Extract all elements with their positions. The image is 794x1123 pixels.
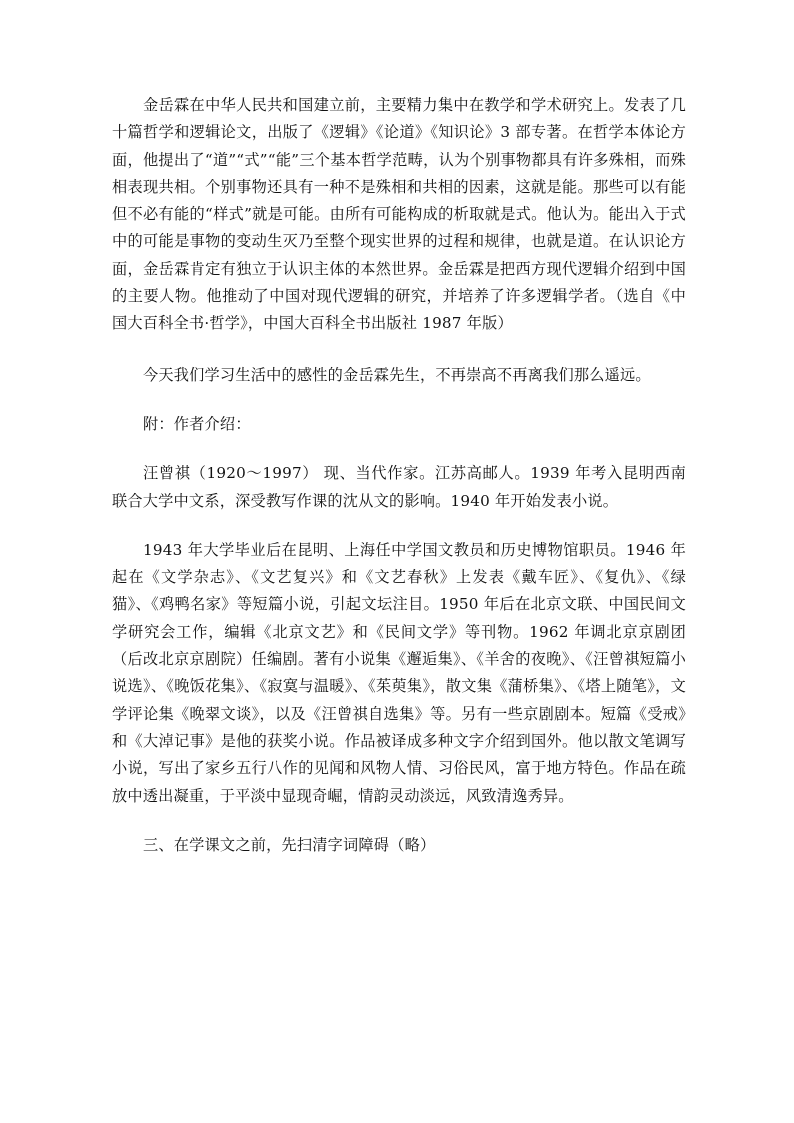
paragraph-section-three: 三、在学课文之前，先扫清字词障碍（略）: [143, 835, 436, 854]
document-page: [112, 92, 686, 859]
paragraph-appendix-heading: 附：作者介绍：: [143, 414, 251, 433]
paragraph-author-career: 1943 年大学毕业后在昆明、上海任中学国文教员和历史博物馆职员。1946 年起在《文学杂志》、《文艺复兴》和《文艺春秋》上发表《戴车匠》、《复仇》、《绿猫》、《鸡鸭名家》等短篇小说，引起文坛注目。1950 年后在北京文联、中国民间文学研究会工作，编辑《北京文艺》和《民间文学》等刊物。1962 年调北京京剧团（后改北京京剧院）任编剧。著有小说集《邂逅集》、《羊舍的夜晚》、《汪曾祺短篇小说选》、《晚饭花集》、《寂寞与温暖》、《茱萸集》，散文集《蒲桥集》、《塔上随笔》，文学评论集《晚翠文谈》，以及《汪曾祺自选集》等。另有一些京剧剧本。短篇《受戒》和《大淖记事》是他的获奖小说。作品被译成多种文字介绍到国外。他以散文笔调写小说，写出了家乡五行八作的见闻和风物人情、习俗民风，富于地方特色。作品在疏放中透出凝重，于平淡中显现奇崛，情韵灵动淡远，风致清逸秀异。: [112, 540, 686, 805]
paragraph-jin-yuelin-bio: 金岳霖在中华人民共和国建立前，主要精力集中在教学和学术研究上。发表了几十篇哲学和逻辑论文，出版了《逻辑》《论道》《知识论》3 部专著。在哲学本体论方面，他提出了“道”“式”“能”三个基本哲学范畴，认为个别事物都具有许多殊相，而殊相表现共相。个别事物还具有一种不是殊相和共相的因素，这就是能。那些可以有能但不必有能的“样式”就是可能。由所有可能构成的析取就是式。他认为。能出入于式中的可能是事物的变动生灭乃至整个现实世界的过程和规律，也就是道。在认识论方面，金岳霖肯定有独立于认识主体的本然世界。金岳霖是把西方现代逻辑介绍到中国的主要人物。他推动了中国对现代逻辑的研究，并培养了许多逻辑学者。（选自《中国大百科全书·哲学》，中国大百科全书出版社 1987 年版）: [112, 96, 686, 333]
paragraph-author-intro: 汪曾祺（1920～1997） 现、当代作家。江苏高邮人。1939 年考入昆明西南联合大学中文系，深受教写作课的沈从文的影响。1940 年开始发表小说。: [112, 464, 686, 510]
paragraph-closing-remark: 今天我们学习生活中的感性的金岳霖先生，不再崇高不再离我们那么遥远。: [143, 365, 651, 384]
